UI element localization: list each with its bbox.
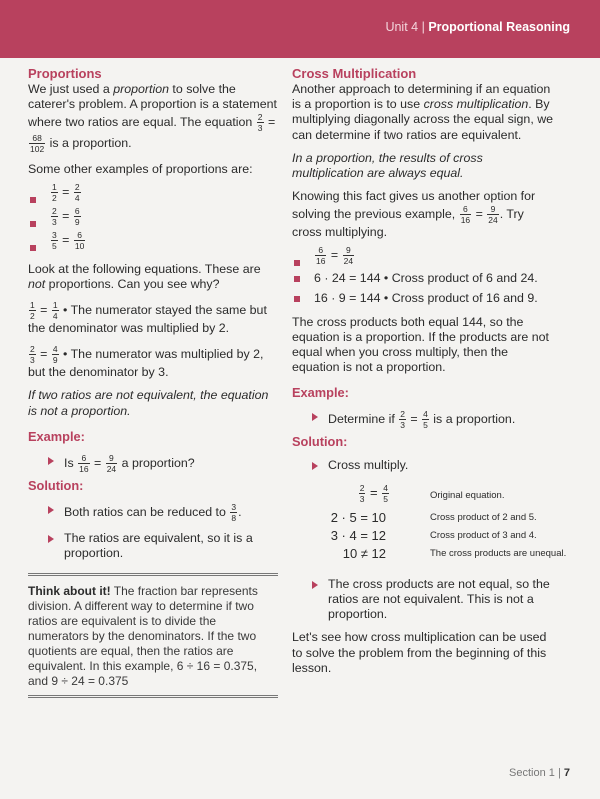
solution-label: Solution:	[292, 434, 348, 450]
work-row: 10 ≠ 12 The cross products are unequal.	[342, 546, 567, 562]
list-item: $\frac{1}{2}$ = $\frac{2}{4}$	[28, 182, 278, 206]
cross-rule: In a proportion, the results of cross multiplication are always equal.	[292, 150, 483, 181]
proportions-heading: Proportions	[28, 66, 102, 81]
fraction: $\frac{68}{102}$	[30, 133, 45, 155]
rule-statement: If two ratios are not equivalent, the equation is not a proportion.	[28, 388, 269, 418]
unit-label: Unit 4	[385, 20, 419, 34]
solution-step-2: The ratios are equivalent, so it is a proportion.	[28, 531, 278, 561]
cross-products-list	[292, 271, 554, 311]
left-column	[28, 66, 278, 698]
examples-intro: Some other examples of proportions are:	[28, 162, 253, 177]
unit-topic: Proportional Reasoning	[428, 20, 570, 34]
closing-paragraph: Let's see how cross multiplication can be used to solve the problem from the beginning of this lesson.	[292, 630, 547, 675]
example-question: Is $\frac{6}{16}$ = $\frac{9}{24}$ a proportion?	[28, 453, 278, 474]
fraction: $\frac{2}{3}$	[257, 112, 263, 134]
example-label: Example:	[292, 385, 349, 401]
unit-separator: |	[421, 20, 425, 34]
non-proportions-intro: Look at the following equations. These are not proportions. Can you see why?	[28, 261, 261, 291]
cross-products-paragraph: The cross products both equal 144, so the equation is a proportion. If the products are not equal when you cross multiply, then the equation is not a proportion.	[292, 314, 549, 375]
right-column	[292, 66, 567, 676]
work-row: 3 · 4 = 12 Cross product of 3 and 4.	[330, 528, 537, 544]
list-item: 6 · 24 = 144 • Cross product of 6 and 24.	[292, 271, 554, 291]
think-title: Think about it!	[28, 583, 111, 598]
unit-title	[385, 20, 570, 34]
page-number: 7	[563, 767, 570, 779]
list-item: 16 · 9 = 144 • Cross product of 16 and 9.	[292, 291, 554, 311]
think-about-it-box	[28, 573, 278, 698]
header-bar	[0, 0, 600, 58]
cross-multiply-list	[292, 245, 554, 269]
list-item: $\frac{6}{16}$ = $\frac{9}{24}$	[292, 245, 554, 269]
worked-steps	[326, 483, 567, 563]
non-proportion-1: $\frac{1}{2}$ = $\frac{1}{4}$ • The numerator stayed the same but the denominator was multiplied by 2.	[28, 300, 267, 336]
cross-intro: Another approach to determining if an equation is a proportion is to use cross multiplication. By multiplying diagonally across the equal sign, we can determine if two ratios are equivalent.	[292, 82, 554, 142]
example-question: Determine if $\frac{2}{3}$ = $\frac{4}{5}$ is a proportion.	[292, 409, 554, 430]
knowing-fact-paragraph: Knowing this fact gives us another option for solving the previous example, $\frac{6}{16}$ = $\frac{9}{24}$ . Try cross multiplying.	[292, 189, 536, 240]
solution-step-2: The cross products are not equal, so the ratios are not equivalent. This is not a proportion.	[292, 577, 554, 622]
cross-multiplication-heading: Cross Multiplication	[292, 66, 417, 81]
solution-step-1: Cross multiply.	[292, 458, 554, 473]
proportions-intro: We just used a proportion to solve the caterer's problem. A proportion is a statement where two ratios are equal. The equation $\frac{2}{3}$ = $\frac{68}{102}$ is a proportion.	[28, 82, 277, 155]
work-row: $\frac{2}{3}$ = $\frac{4}{5}$ Original equation.	[359, 483, 505, 505]
example-label: Example:	[28, 428, 85, 444]
solution-label: Solution:	[28, 477, 84, 493]
non-proportion-2: $\frac{2}{3}$ = $\frac{4}{9}$ • The numerator was multiplied by 2, but the denominator by 3.	[28, 344, 264, 380]
list-item: $\frac{3}{5}$ = $\frac{6}{10}$	[28, 230, 278, 254]
proportion-examples-list	[28, 182, 278, 254]
list-item: $\frac{2}{3}$ = $\frac{6}{9}$	[28, 206, 278, 230]
section-label: Section 1	[509, 767, 555, 779]
solution-step-1: Both ratios can be reduced to $\frac{3}{8}$ .	[28, 502, 278, 523]
footer-separator: |	[557, 767, 561, 779]
work-row: 2 · 5 = 10 Cross product of 2 and 5.	[330, 510, 537, 526]
think-text: The fraction bar represents division. A different way to determine if two ratios are equivalent is to divide the numerators by the denominators. If the two quotients are equal, then the ratios are equivalent. In this example, 6 ÷ 16 = 0.375, and 9 ÷ 24 = 0.375	[28, 583, 258, 688]
page-footer	[509, 767, 570, 779]
